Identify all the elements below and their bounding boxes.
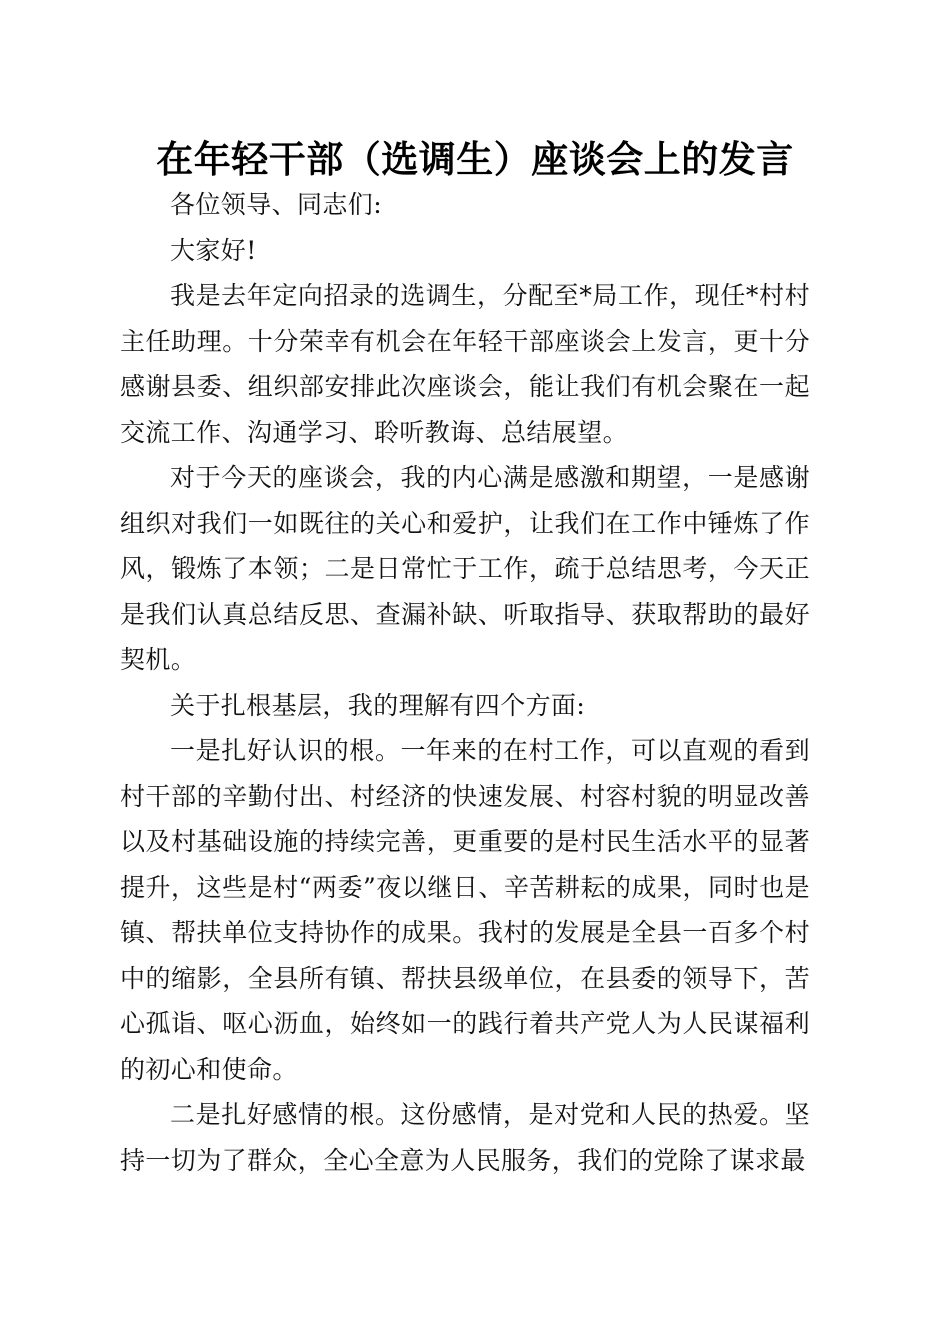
introduction-paragraph: 我是去年定向招录的选调生，分配至*局工作，现任*村村主任助理。十分荣幸有机会在年轻干部座谈会上发言，更十分感谢县委、组织部安排此次座谈会，能让我们有机会聚在一起交流工作、沟通学习、聆听教诲、总结展望。	[120, 281, 810, 447]
topic-paragraph: 关于扎根基层，我的理解有四个方面:	[170, 690, 586, 720]
gratitude-paragraph: 对于今天的座谈会，我的内心满是感激和期望，一是感谢组织对我们一如既往的关心和爱护，让我们在工作中锤炼了作风，锻炼了本领；二是日常忙于工作，疏于总结思考，今天正是我们认真总结反思、查漏补缺、听取指导、获取帮助的最好契机。	[120, 463, 810, 674]
point-two-paragraph: 二是扎好感情的根。这份感情，是对党和人民的热爱。坚持一切为了群众，全心全意为人民服务，我们的党除了谋求最	[120, 1100, 810, 1175]
document-title: 在年轻干部（选调生）座谈会上的发言	[156, 137, 794, 181]
document-body	[120, 182, 810, 1183]
greeting-paragraph: 大家好!	[170, 235, 257, 265]
point-one-paragraph: 一是扎好认识的根。一年来的在村工作，可以直观的看到村干部的辛勤付出、村经济的快速发展、村容村貌的明显改善以及村基础设施的持续完善，更重要的是村民生活水平的显著提升，这些是村“两委”夜以继日、辛苦耕耘的成果，同时也是镇、帮扶单位支持协作的成果。我村的发展是全县一百多个村中的缩影，全县所有镇、帮扶县级单位，在县委的领导下，苦心孤诣、呕心沥血，始终如一的践行着共产党人为人民谋福利的初心和使命。	[120, 736, 810, 1084]
salutation-paragraph: 各位领导、同志们:	[170, 190, 383, 219]
